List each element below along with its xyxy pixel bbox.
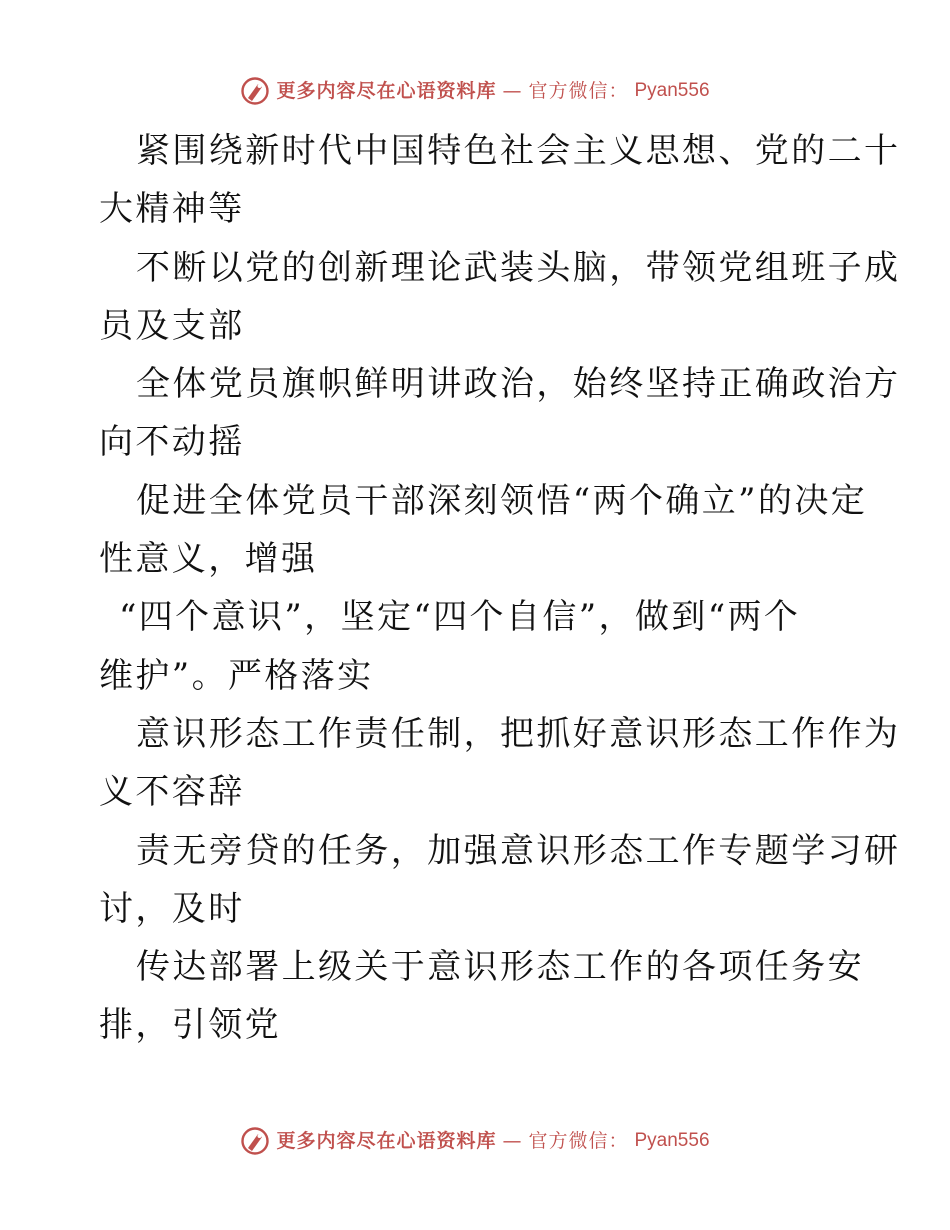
body-line: 大精神等	[99, 189, 245, 230]
header-watermark	[0, 76, 950, 106]
body-line: 责无旁贷的任务，加强意识形态工作专题学习研	[136, 830, 901, 871]
watermark-site-text: 更多内容尽在心语资料库	[276, 80, 497, 102]
body-line: 员及支部	[99, 305, 245, 346]
watermark-wechat-id: Pyan556	[634, 80, 710, 101]
body-line: 性意义，增强	[99, 539, 318, 580]
watermark-wechat-label: 官方微信：	[528, 80, 629, 102]
pen-nib-seal-icon	[240, 76, 270, 106]
body-line: 促进全体党员干部深刻领悟“两个确立”的决定	[136, 480, 868, 521]
watermark-dash: —	[502, 80, 523, 102]
body-line: 讨，及时	[99, 888, 245, 929]
document-body	[99, 122, 901, 1055]
body-line: 传达部署上级关于意识形态工作的各项任务安	[136, 947, 864, 988]
footer-watermark	[0, 1126, 950, 1156]
body-line: 排，引领党	[99, 1005, 281, 1046]
watermark-site-text: 更多内容尽在心语资料库	[276, 1130, 497, 1152]
body-line: 不断以党的创新理论武装头脑，带领党组班子成	[136, 247, 901, 288]
body-line: 义不容辞	[99, 772, 245, 813]
body-line: 维护”。严格落实	[99, 655, 374, 696]
pen-nib-seal-icon	[240, 1126, 270, 1156]
body-line: 意识形态工作责任制，把抓好意识形态工作作为	[136, 713, 901, 754]
body-line: 向不动摇	[99, 422, 245, 463]
watermark-dash: —	[502, 1130, 523, 1152]
body-line: “四个意识”，坚定“四个自信”，做到“两个	[119, 597, 801, 638]
body-line: 全体党员旗帜鲜明讲政治，始终坚持正确政治方	[136, 364, 901, 405]
body-line: 紧围绕新时代中国特色社会主义思想、党的二十	[136, 131, 901, 171]
watermark-wechat-label: 官方微信：	[528, 1130, 629, 1152]
watermark-wechat-id: Pyan556	[634, 1130, 710, 1151]
